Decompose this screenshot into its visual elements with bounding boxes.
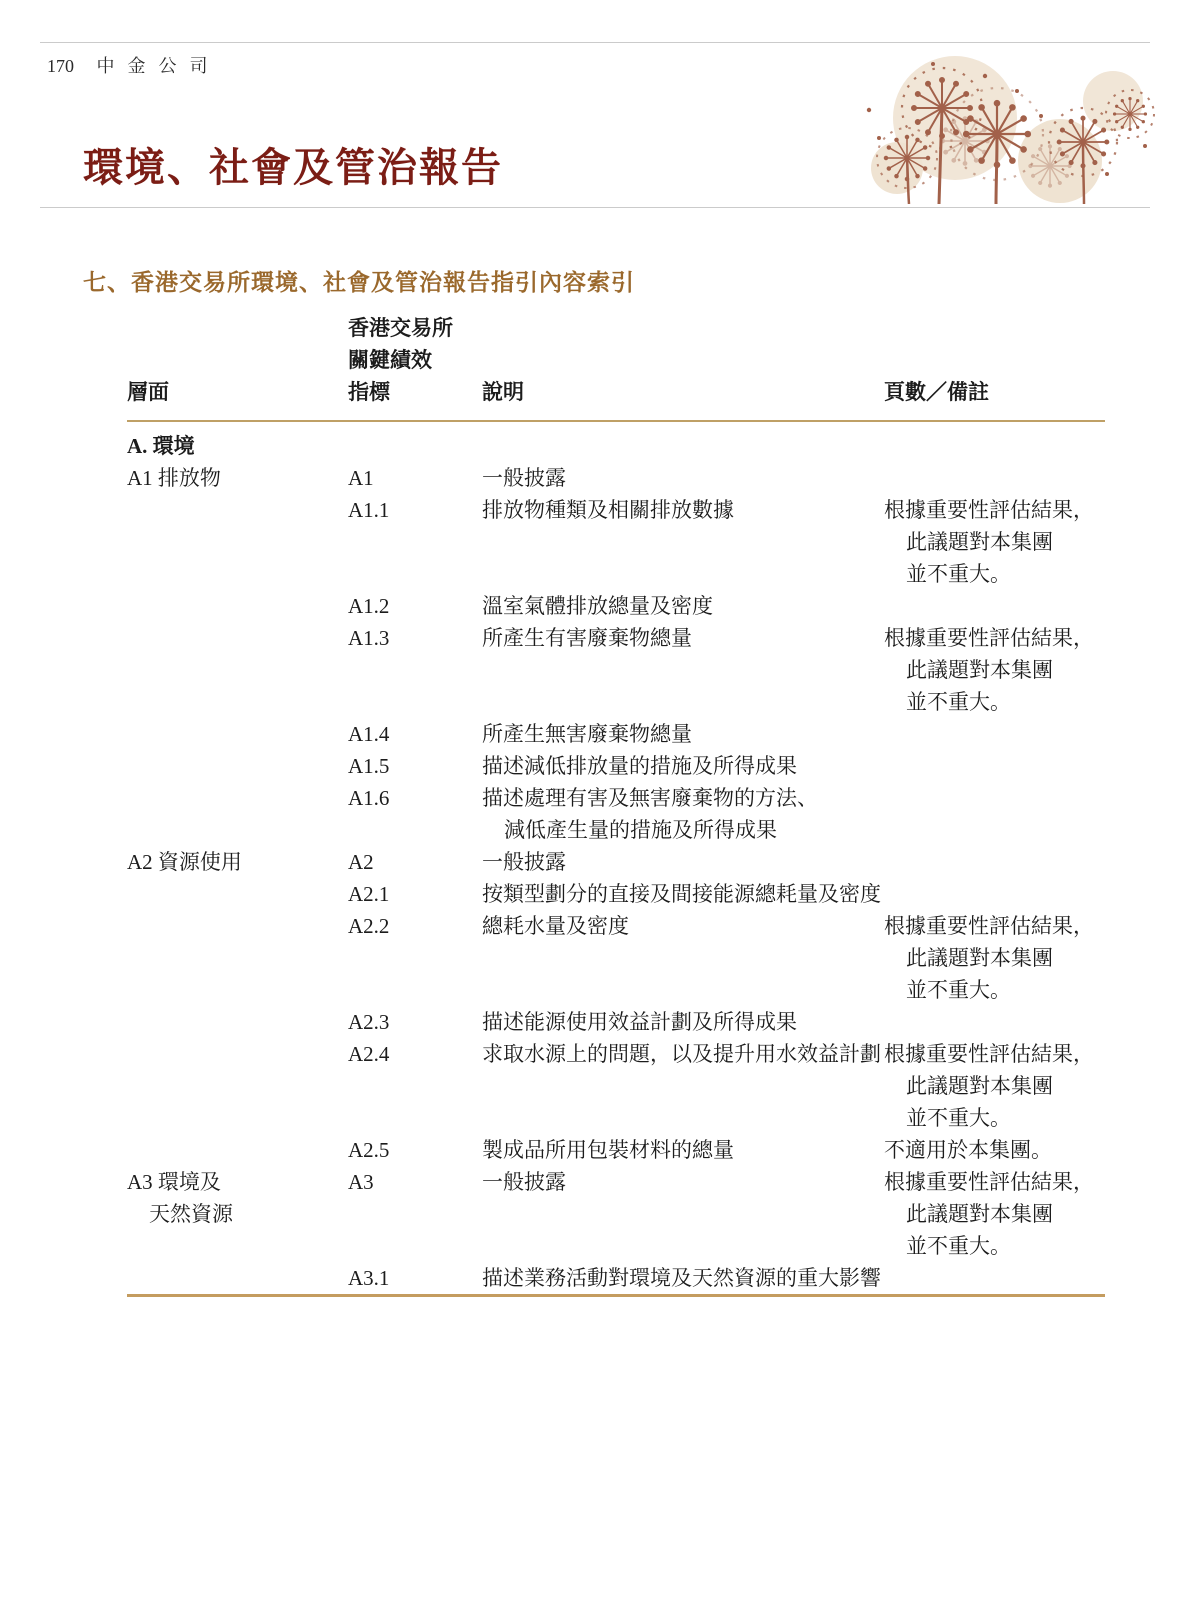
table-body xyxy=(127,422,1105,1297)
kpi-code: A2.3 xyxy=(348,1010,390,1034)
table-row xyxy=(127,910,1105,1006)
desc-line: 溫室氣體排放總量及密度 xyxy=(482,594,713,618)
kpi-code: A2 xyxy=(348,850,374,874)
remark-line: 並不重大。 xyxy=(906,1106,1011,1130)
desc-line: 一般披露 xyxy=(482,466,566,490)
kpi-code: A2.2 xyxy=(348,914,390,938)
table-row xyxy=(127,622,1105,718)
desc-line: 一般披露 xyxy=(482,1170,566,1194)
table-row xyxy=(127,750,1105,782)
section-label: A. 環境 xyxy=(127,434,195,458)
kpi-code: A1.6 xyxy=(348,786,390,810)
table-row xyxy=(127,430,1105,462)
table-row xyxy=(127,846,1105,878)
header-kpi-line: 香港交易所 xyxy=(348,316,453,340)
remark-cell xyxy=(884,1166,1105,1262)
kpi-code: A2.1 xyxy=(348,882,390,906)
kpi-code: A3.1 xyxy=(348,1266,390,1290)
desc-cell xyxy=(482,1038,884,1070)
aspect-cell xyxy=(127,846,348,878)
kpi-cell xyxy=(348,622,482,654)
header-kpi-line: 關鍵績效 xyxy=(348,348,432,372)
page-header xyxy=(47,52,221,78)
remark-cell xyxy=(884,622,1105,718)
desc-line: 製成品所用包裝材料的總量 xyxy=(482,1138,734,1162)
desc-line: 按類型劃分的直接及間接能源總耗量及密度 xyxy=(482,882,881,906)
kpi-cell xyxy=(348,1134,482,1166)
remark-line: 根據重要性評估結果， xyxy=(884,1042,1094,1066)
remark-line: 此議題對本集團 xyxy=(906,1074,1053,1098)
kpi-cell xyxy=(348,494,482,526)
table-row xyxy=(127,878,1105,910)
desc-line: 一般披露 xyxy=(482,850,566,874)
remark-line: 根據重要性評估結果， xyxy=(884,914,1094,938)
page-title: 環境、社會及管治報告 xyxy=(83,145,503,190)
aspect-cell xyxy=(127,1166,348,1230)
desc-cell xyxy=(482,622,884,654)
desc-line: 描述能源使用效益計劃及所得成果 xyxy=(482,1010,797,1034)
desc-line: 求取水源上的問題，以及提升用水效益計劃 xyxy=(482,1042,881,1066)
title-divider xyxy=(40,207,1150,208)
kpi-cell xyxy=(348,878,482,910)
kpi-cell xyxy=(348,718,482,750)
table-row xyxy=(127,1262,1105,1294)
table-row xyxy=(127,782,1105,846)
header-remarks-label: 頁數／備註 xyxy=(884,380,989,404)
desc-cell xyxy=(482,1166,884,1198)
kpi-code: A1 xyxy=(348,466,374,490)
desc-cell xyxy=(482,590,884,622)
kpi-cell xyxy=(348,910,482,942)
header-kpi-line: 指標 xyxy=(348,380,390,404)
table-row xyxy=(127,1006,1105,1038)
kpi-cell xyxy=(348,1038,482,1070)
desc-line: 總耗水量及密度 xyxy=(482,914,629,938)
kpi-code: A2.4 xyxy=(348,1042,390,1066)
remark-line: 此議題對本集團 xyxy=(906,530,1053,554)
remark-line: 並不重大。 xyxy=(906,978,1011,1002)
desc-line: 描述處理有害及無害廢棄物的方法、 xyxy=(482,786,818,810)
table-row xyxy=(127,718,1105,750)
desc-cell xyxy=(482,1262,884,1294)
kpi-code: A2.5 xyxy=(348,1138,390,1162)
remark-cell xyxy=(884,1134,1105,1166)
kpi-code: A3 xyxy=(348,1170,374,1194)
table-row xyxy=(127,494,1105,590)
table-row xyxy=(127,1166,1105,1262)
remark-line: 此議題對本集團 xyxy=(906,1202,1053,1226)
desc-line: 所產生無害廢棄物總量 xyxy=(482,722,692,746)
header-kpi xyxy=(348,312,482,408)
desc-line: 減低產生量的措施及所得成果 xyxy=(504,818,777,842)
table-row xyxy=(127,1038,1105,1134)
remark-line: 並不重大。 xyxy=(906,690,1011,714)
remark-line: 此議題對本集團 xyxy=(906,658,1053,682)
page-number: 170 xyxy=(47,56,74,76)
dandelion-illustration xyxy=(845,46,1155,204)
kpi-code: A1.3 xyxy=(348,626,390,650)
aspect-line: A1 排放物 xyxy=(127,466,221,490)
remark-line: 此議題對本集團 xyxy=(906,946,1053,970)
company-name: 中金公司 xyxy=(96,56,221,76)
header-aspect xyxy=(127,376,348,408)
kpi-cell xyxy=(348,846,482,878)
remark-line: 根據重要性評估結果， xyxy=(884,498,1094,522)
desc-cell xyxy=(482,846,884,878)
table-row xyxy=(127,590,1105,622)
esg-index-table xyxy=(127,312,1105,1297)
kpi-cell xyxy=(348,462,482,494)
aspect-cell xyxy=(127,462,348,494)
table-row xyxy=(127,462,1105,494)
remark-cell xyxy=(884,494,1105,590)
remark-line: 並不重大。 xyxy=(906,1234,1011,1258)
kpi-cell xyxy=(348,782,482,814)
desc-cell xyxy=(482,1134,884,1166)
kpi-code: A1.5 xyxy=(348,754,390,778)
header-description xyxy=(482,376,884,408)
kpi-cell xyxy=(348,1166,482,1198)
kpi-cell xyxy=(348,1006,482,1038)
section-heading: 七、香港交易所環境、社會及管治報告指引內容索引 xyxy=(83,270,635,295)
desc-cell xyxy=(482,782,884,846)
remark-line: 根據重要性評估結果， xyxy=(884,626,1094,650)
remark-line: 並不重大。 xyxy=(906,562,1011,586)
desc-cell xyxy=(482,878,884,910)
aspect-line: 天然資源 xyxy=(149,1202,233,1226)
remark-cell xyxy=(884,1038,1105,1134)
remark-line: 不適用於本集團。 xyxy=(884,1138,1052,1162)
header-aspect-label: 層面 xyxy=(127,380,169,404)
kpi-cell xyxy=(348,750,482,782)
top-divider xyxy=(40,42,1150,43)
aspect-line: A2 資源使用 xyxy=(127,850,242,874)
aspect-cell xyxy=(127,430,348,462)
desc-line: 描述減低排放量的措施及所得成果 xyxy=(482,754,797,778)
desc-line: 排放物種類及相關排放數據 xyxy=(482,498,734,522)
desc-cell xyxy=(482,750,884,782)
desc-cell xyxy=(482,494,884,526)
table-header-row xyxy=(127,312,1105,422)
aspect-line: A3 環境及 xyxy=(127,1170,221,1194)
desc-cell xyxy=(482,462,884,494)
kpi-cell xyxy=(348,590,482,622)
desc-cell xyxy=(482,1006,884,1038)
kpi-cell xyxy=(348,1262,482,1294)
desc-line: 所產生有害廢棄物總量 xyxy=(482,626,692,650)
desc-cell xyxy=(482,718,884,750)
kpi-code: A1.4 xyxy=(348,722,390,746)
kpi-code: A1.1 xyxy=(348,498,390,522)
desc-line: 描述業務活動對環境及天然資源的重大影響 xyxy=(482,1266,881,1290)
header-remarks xyxy=(884,376,1105,408)
remark-line: 根據重要性評估結果， xyxy=(884,1170,1094,1194)
remark-cell xyxy=(884,910,1105,1006)
table-row xyxy=(127,1134,1105,1166)
kpi-code: A1.2 xyxy=(348,594,390,618)
header-description-label: 說明 xyxy=(482,380,524,404)
desc-cell xyxy=(482,910,884,942)
